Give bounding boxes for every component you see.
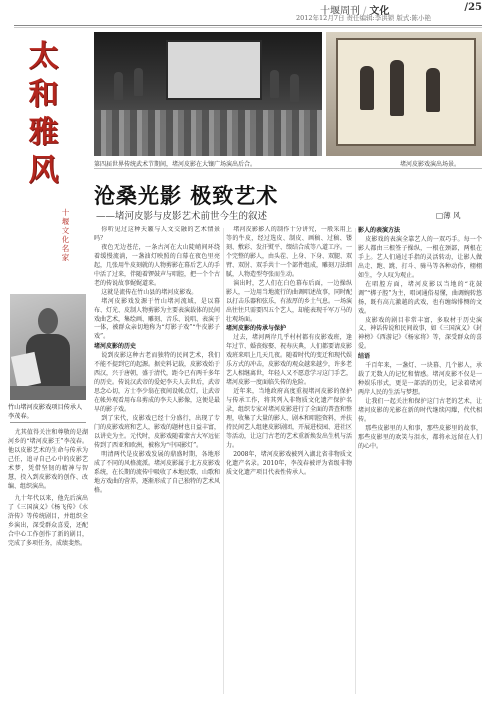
portrait-caption: 竹山堵河皮影戏项目传承人李茂春。	[8, 404, 83, 420]
portrait-photo	[10, 294, 86, 400]
photo-caption-right: 堵河皮影戏演出场景。	[400, 161, 461, 168]
sidebar-column	[4, 30, 88, 700]
column-divider	[223, 228, 224, 694]
bio-text	[8, 428, 88, 551]
article-paragraph: 皮影戏的表演全靠艺人的一双巧手。每一个影人都由三根签子操纵，一根在颈部，两根在手上。艺人们通过手指的灵活转动，让影人做出走、跑、跳、打斗、骑马等各种动作，栩栩如生，令人叹为观止。	[358, 235, 482, 279]
bio-paragraph: 九十年代以来，他先后演出了《三国演义》《杨飞传》《水浒传》等传统剧目，并组织全乡演出，深受群众喜爱，还配合中心工作创作了新的剧目，完成了多项任务，成绩斐然。	[8, 495, 88, 547]
article-paragraph: 堵河皮影戏发源于竹山堵河流域，是以幕布、灯光、皮制人物剪影为主要表演载体的民间戏曲艺术，集绘画、雕刻、音乐、说唱、表演于一体，被群众亲切地称为“灯影子戏”“牛皮影子戏”。	[94, 297, 220, 341]
article-paragraph: 那些皮影里的人和事，那些皮影里的故事，那些皮影里的欢笑与泪水，都将永远留在人们的心中。	[358, 424, 482, 450]
page-number: /25	[464, 2, 482, 13]
bio-paragraph: 尤其值得关注和尊敬的是湖河乡的“堵河皮影王”李茂春。他以皮影艺术的生命与传承为己任，追寻自己心中的皮影艺术梦，凭借坚韧的精神与智慧，投入到皮影戏的创作、改编、组织演出。	[8, 429, 88, 490]
article-paragraph: 在唱腔方面，堵河皮影以当地的“花鼓调”“梆子腔”为主，唱词通俗易懂，曲调婉转悠扬，既有高亢激越的武戏，也有缠绵悱恻的文戏。	[358, 280, 482, 315]
column-seal	[60, 208, 71, 262]
article-paragraph: 明清两代是皮影戏发展的鼎盛时期，各地形成了不同的风格流派。堵河皮影属于北方皮影戏系统，在长期的流传中吸收了本地民歌、山歌和地方戏曲的营养，逐渐形成了自己独特的艺术风格。	[94, 450, 220, 494]
article-paragraph: 皮影戏的剧目非常丰富，多取材于历史演义、神话传说和民间故事，如《三国演义》《封神榜》《西游记》《杨家将》等，深受群众的喜爱。	[358, 316, 482, 351]
article-paragraph: 过去，堵河两岸几乎村村都有皮影戏班，逢年过节、婚丧嫁娶、祝寿庆典，人们都要请皮影戏班来唱上几天几夜。随着时代的变迁和现代娱乐方式的冲击，皮影戏的观众越来越少，许多老艺人相继离世，年轻人又不愿意学习这门手艺，堵河皮影一度面临失传的危险。	[226, 334, 352, 387]
column-divider	[355, 228, 356, 694]
article-paragraph: 到了宋代，皮影戏已经十分盛行，出现了专门的皮影戏班和艺人，影戏的题材也日益丰富，以讲史为主。元代时，皮影戏随着蒙古大军远征传到了西亚和欧洲，被称为“中国影灯”。	[94, 415, 220, 449]
photo-caption-left: 第四届世界传统武术节期间，堵河皮影在大镶广场演出后合。	[94, 161, 257, 168]
logo-char: 风	[28, 153, 60, 188]
column-logo	[18, 38, 70, 190]
paper-name: 十堰周刊	[320, 6, 360, 17]
article-author: □薄 风	[436, 211, 461, 220]
section-heading: 堵河皮影的历史	[94, 343, 137, 351]
article-paragraph: 近年来，当地政府高度重视堵河皮影的保护与传承工作，将其列入非物质文化遗产保护名录，组织专家对堵河皮影进行了全面的普查和整理，收集了大量的影人、剧本和唱腔资料，并扶持民间艺人组建皮影剧团，开展进校园、进社区等活动，让这门古老的艺术重新焕发出生机与活力。	[226, 388, 352, 449]
article-paragraph: 这就是流传在竹山县的堵河皮影戏。	[101, 288, 198, 296]
article-paragraph: 演出时，艺人们在白色幕布后面，一边操纵影人，一边用当地流行的曲调唱述故事，同时配以打击乐器和弦乐，有浓厚的乡土气息。一场演出往往只需要四五个艺人，却能表现千军万马的壮观场面。	[226, 279, 352, 323]
section-heading: 堵河皮影的传承与保护	[226, 325, 287, 333]
logo-char: 雅	[28, 115, 60, 150]
seal-char: 名	[61, 244, 70, 253]
article-column-2	[226, 226, 352, 696]
seal-char: 堰	[61, 217, 70, 226]
article-title: 沧桑光影 极致艺术	[94, 184, 279, 208]
header-meta	[296, 13, 431, 22]
header-rule	[14, 25, 482, 26]
article-paragraph: 2008年，堵河皮影戏被列入湖北省非物质文化遗产名录。2010年，李茂春被评为省级非物质文化遗产项目代表性传承人。	[226, 450, 352, 476]
designer-credit: 版式:陈小艳	[396, 14, 432, 22]
header-rule-thin	[14, 27, 482, 28]
article-subtitle: ——堵河皮影与皮影艺术前世今生的叙述	[96, 211, 268, 222]
issue-date: 2012年12月7日	[296, 14, 345, 22]
section-heading: 影人的表演方法	[358, 227, 401, 234]
header-separator: /	[363, 6, 367, 17]
caption-rule	[94, 168, 482, 169]
seal-char: 家	[61, 253, 70, 262]
article-paragraph: 让我们一起关注和保护这门古老的艺术，让堵河皮影的光影在新的时代继续闪耀，代代相传。	[358, 398, 482, 424]
section-name: 文化	[369, 6, 390, 17]
page-header	[0, 0, 490, 24]
article-paragraph: 千百年来，一盏灯、一块幕、几个影人，承载了无数人的记忆和情感。堵河皮影不仅是一种娱乐形式，更是一部活的历史，记录着堵河两岸人民的生活与梦想。	[358, 362, 482, 397]
seal-char: 文	[61, 226, 70, 235]
article-paragraph: 夜色无边苍茫，一条古河在大山陡峭间环绕着缓慢流淌，一盏油灯映照的白幕在夜色里亮起，几张用牛皮刻就的人物剪影在幕后艺人的手中活了过来，伴随着锣鼓声与唱腔，把一个个古老的传说故事娓娓道来。	[94, 243, 220, 287]
article-column-1	[94, 226, 220, 696]
section-heading: 结语	[358, 353, 371, 361]
logo-char: 太	[28, 39, 60, 74]
seal-char: 化	[61, 235, 70, 244]
caption-divider	[10, 422, 86, 423]
puppet-stage-photo	[326, 32, 482, 156]
logo-char: 和	[28, 77, 60, 112]
article-paragraph: 堵河皮影影人的制作十分讲究，一般采用上等的牛皮，经过选皮、制皮、画稿、过稿、镂刻、敷彩、发汗熨平、缀结合成等八道工序。一个完整的影人，由头茬、上身、下身、双腿、双臂、双肘、双手共十一个部件组成，雕刻刀法细腻，人物造型夸张而生动。	[226, 226, 352, 278]
seal-char: 十	[61, 208, 70, 217]
article-paragraph: 你听见过这种天籁与人文交融的艺术情景吗？	[94, 226, 220, 242]
article-paragraph: 说到皮影这种古老而独特的民间艺术，我们不能不提到它的起源。据史料记载，皮影戏始于西汉，兴于唐朝，盛于清代，距今已有两千多年的历史。传说汉武帝的爱妃李夫人去世后，武帝思念心切，方士李少翁在夜间设帐点灯，让武帝在帐外观看用布帛剪成的李夫人影像，这便是最早的影子戏。	[94, 352, 220, 414]
article-column-3	[358, 226, 482, 696]
performance-photo	[94, 32, 322, 156]
editor-credit: 责任编辑:李洪锁	[346, 14, 395, 22]
